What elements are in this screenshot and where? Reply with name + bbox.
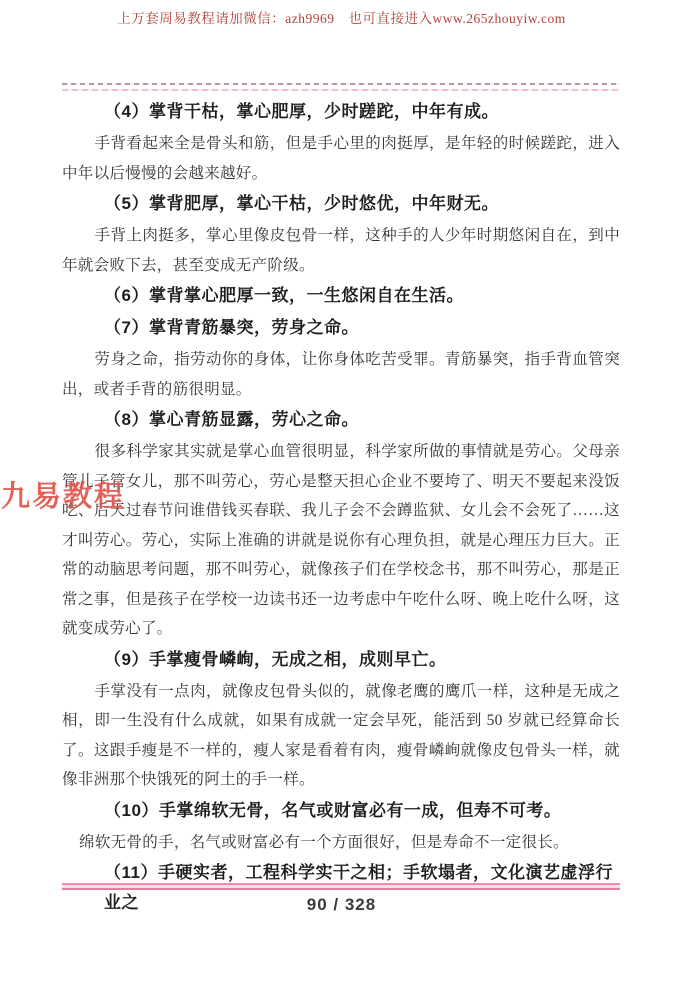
section-heading-9: （9）手掌瘦骨嶙峋，无成之相，成则早亡。	[104, 649, 447, 669]
watermark-text: 九易教程	[1, 479, 126, 513]
section-paragraph-4: 手背看起来全是骨头和筋，但是手心里的肉挺厚，是年轻的时候蹉跎，进入中年以后慢慢的会越来越好。	[62, 135, 620, 182]
section-heading-10: （10）手掌绵软无骨，名气或财富必有一成，但寿不可考。	[104, 800, 562, 820]
section-heading-6: （6）掌背掌心肥厚一致，一生悠闲自在生活。	[104, 286, 464, 305]
top-border-line-1	[62, 83, 620, 85]
section-heading-8: （8）掌心青筋显露，劳心之命。	[104, 410, 359, 429]
section-paragraph-5: 手背上肉挺多，掌心里像皮包骨一样，这种手的人少年时期悠闲自在，到中年就会败下去，甚至变成无产阶级。	[62, 227, 620, 274]
section-paragraph-8: 很多科学家其实就是掌心血管很明显，科学家所做的事情就是劳心。父母亲管儿子管女儿，那不叫劳心，劳心是整天担心企业不要垮了、明天不要起来没饭吃、后天过春节问谁借钱买春联、我儿子会不会蹲监狱、女儿会不会死了……这才叫劳心。劳心，实际上准确的讲就是说你有心理负担，就是心理压力巨大。正常的动脑思考问题，那不叫劳心，就像孩子们在学校念书，那不叫劳心，那是正常之事，但是孩子在学校一边读书还一边考虑中午吃什么呀、晚上吃什么呀，这就变成劳心了。	[62, 443, 620, 637]
bottom-decorative-border	[62, 883, 620, 890]
page-content	[62, 96, 620, 920]
page-number: 90 / 328	[306, 895, 377, 914]
section-paragraph-7: 劳身之命，指劳动你的身体，让你身体吃苦受罪。青筋暴突，指手背血管突出，或者手背的筋很明显。	[62, 351, 620, 398]
top-decorative-border	[62, 83, 620, 91]
header-promo-text: 上万套周易教程请加微信：azh9969 也可直接进入www.265zhouyiw.com	[117, 11, 566, 26]
top-border-line-2	[62, 89, 620, 91]
section-heading-4: （4）掌背干枯，掌心肥厚，少时蹉跎，中年有成。	[104, 102, 499, 121]
section-heading-5: （5）掌背肥厚，掌心干枯，少时悠优，中年财无。	[104, 194, 499, 213]
section-heading-11: （11）手硬实者，工程科学实干之相；手软塌者，文化演艺虚浮行业之	[104, 863, 613, 912]
section-paragraph-10: 绵软无骨的手，名气或财富必有一个方面很好，但是寿命不一定很长。	[79, 833, 569, 851]
section-paragraph-9: 手掌没有一点肉，就像皮包骨头似的，就像老鹰的鹰爪一样，这种是无成之相，即一生没有什么成就，如果有成就一定会早死，能活到 50 岁就已经算命长了。这跟手瘦是不一样的，瘦人家是看着有肉，瘦骨嶙峋就像皮包骨头一样，就像非洲那个快饿死的阿土的手一样。	[62, 682, 620, 788]
section-heading-7: （7）掌背青筋暴突，劳身之命。	[104, 318, 359, 337]
